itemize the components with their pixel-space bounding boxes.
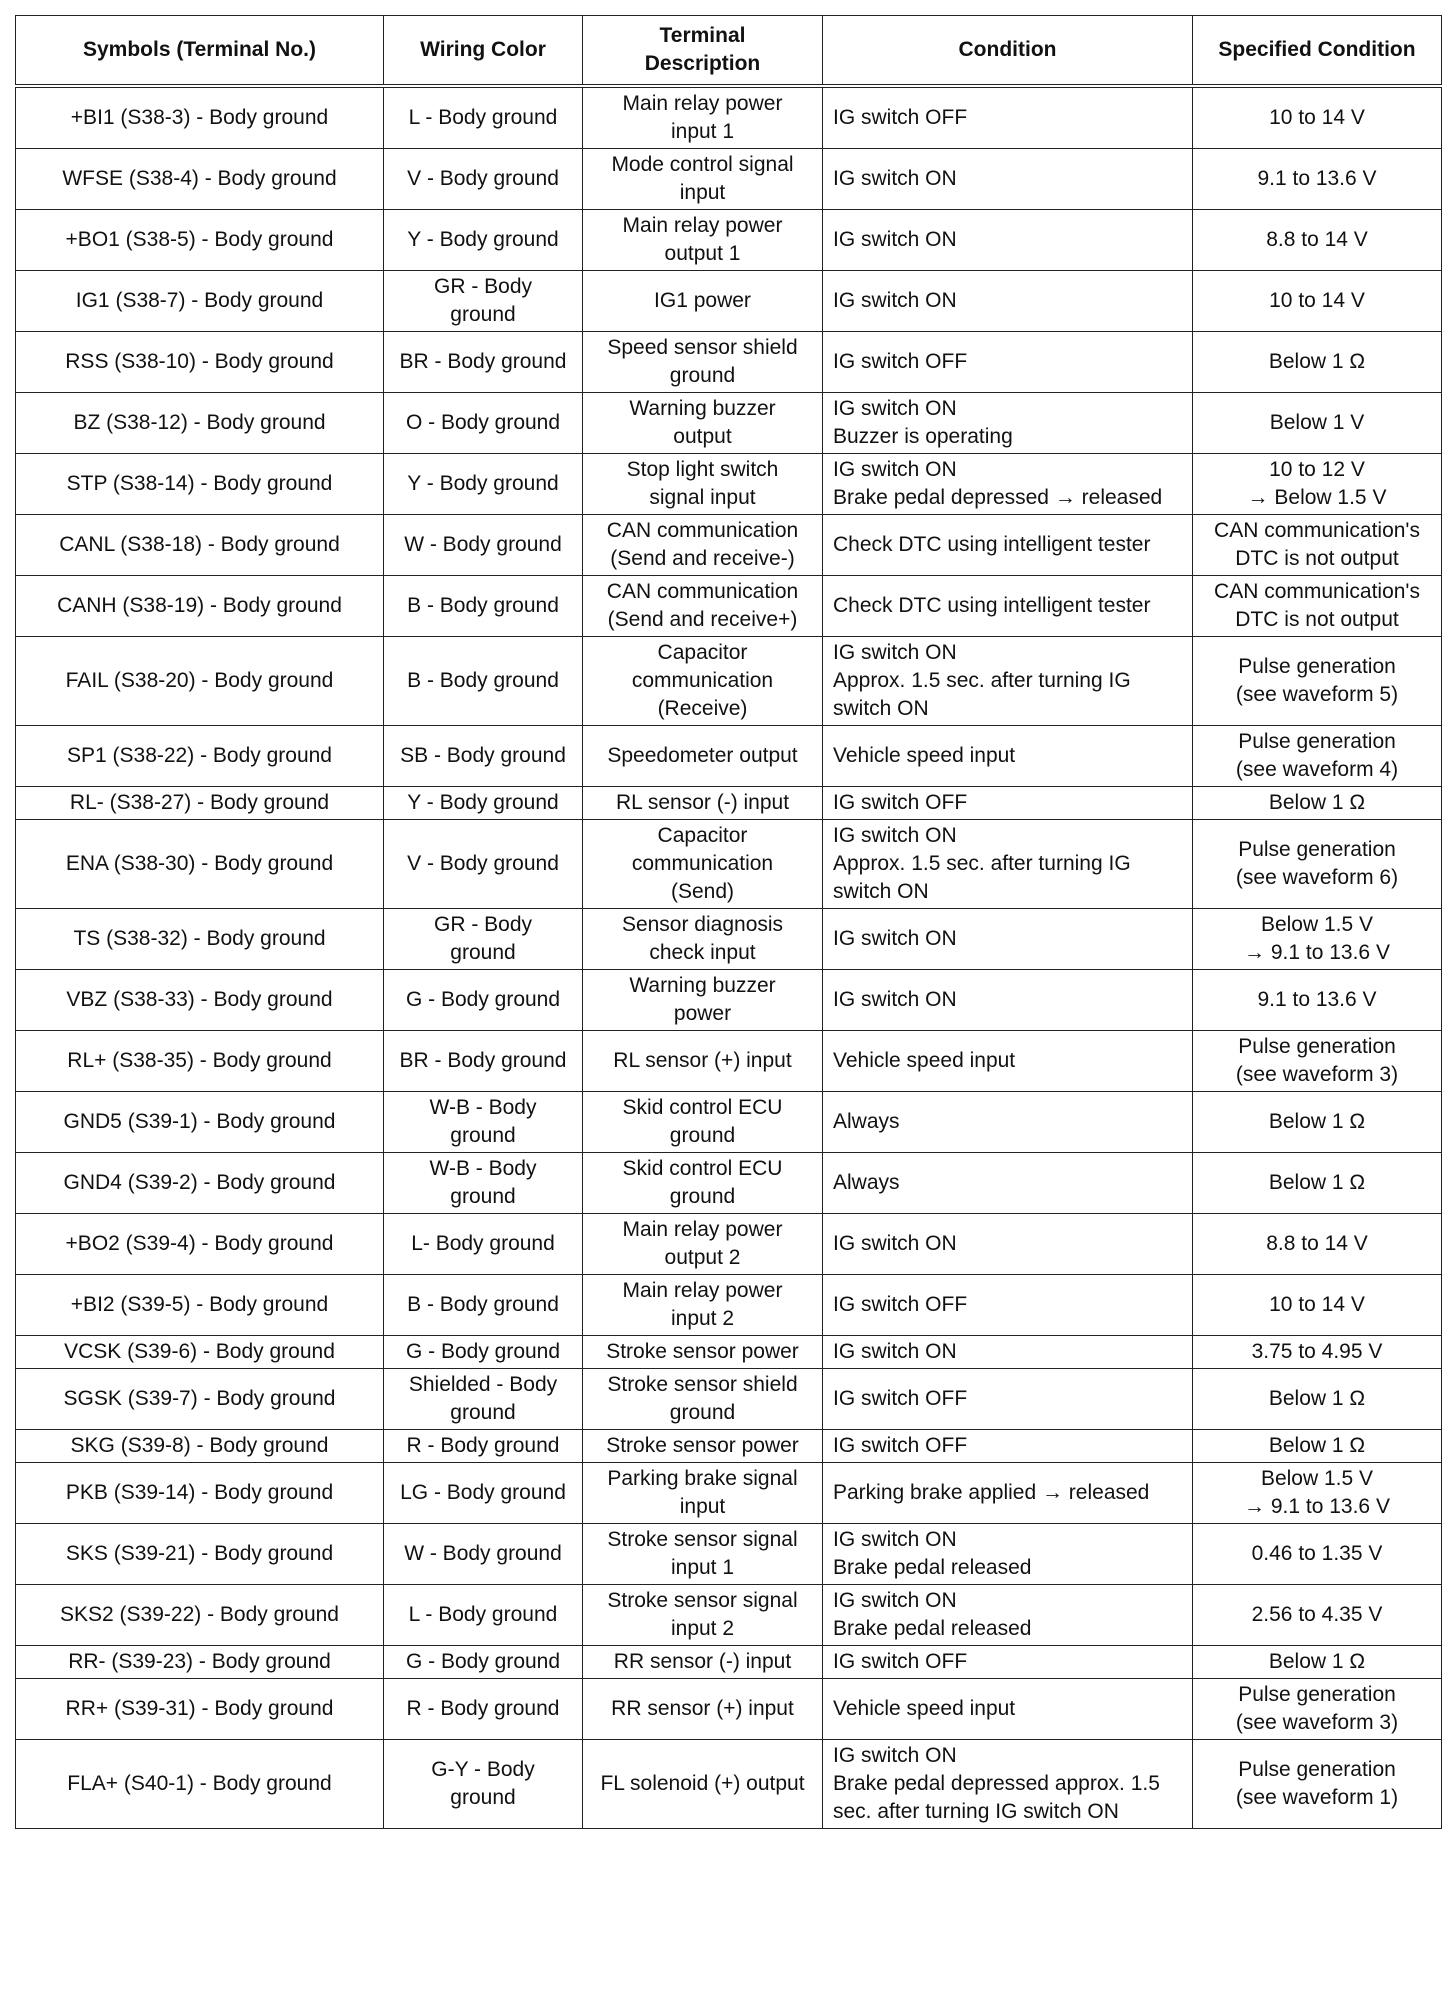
cell-symbol: STP (S38-14) - Body ground (16, 454, 384, 515)
cell-symbol: SKS (S39-21) - Body ground (16, 1524, 384, 1585)
cell-condition: Vehicle speed input (823, 726, 1193, 787)
cell-symbol: RR- (S39-23) - Body ground (16, 1646, 384, 1679)
table-body (16, 86, 1442, 1829)
cell-condition: IG switch ON (823, 1336, 1193, 1369)
table-row (16, 970, 1442, 1031)
terminal-spec-table (15, 15, 1442, 1829)
cell-terminal-description: Stroke sensor power (583, 1336, 823, 1369)
cell-specified-condition: CAN communication's DTC is not output (1193, 576, 1442, 637)
cell-condition: IG switch OFF (823, 86, 1193, 149)
cell-terminal-description: IG1 power (583, 271, 823, 332)
cell-symbol: IG1 (S38-7) - Body ground (16, 271, 384, 332)
cell-wiring-color: LG - Body ground (384, 1463, 583, 1524)
cell-symbol: RL- (S38-27) - Body ground (16, 787, 384, 820)
table-row (16, 454, 1442, 515)
table-row (16, 1585, 1442, 1646)
cell-wiring-color: Y - Body ground (384, 787, 583, 820)
cell-terminal-description: Capacitor communication (Receive) (583, 637, 823, 726)
cell-specified-condition: Below 1 Ω (1193, 1153, 1442, 1214)
table-row (16, 1740, 1442, 1829)
table-row (16, 332, 1442, 393)
table-row (16, 1031, 1442, 1092)
cell-wiring-color: R - Body ground (384, 1679, 583, 1740)
cell-terminal-description: Mode control signal input (583, 149, 823, 210)
table-row (16, 1679, 1442, 1740)
cell-condition: Vehicle speed input (823, 1031, 1193, 1092)
table-row (16, 1369, 1442, 1430)
cell-wiring-color: L - Body ground (384, 86, 583, 149)
cell-wiring-color: W-B - Body ground (384, 1092, 583, 1153)
cell-wiring-color: W - Body ground (384, 515, 583, 576)
cell-terminal-description: Speedometer output (583, 726, 823, 787)
cell-wiring-color: L - Body ground (384, 1585, 583, 1646)
table-row (16, 86, 1442, 149)
cell-condition: Check DTC using intelligent tester (823, 576, 1193, 637)
cell-symbol: +BO1 (S38-5) - Body ground (16, 210, 384, 271)
table-row (16, 1463, 1442, 1524)
table-row (16, 1275, 1442, 1336)
cell-symbol: BZ (S38-12) - Body ground (16, 393, 384, 454)
cell-wiring-color: V - Body ground (384, 149, 583, 210)
cell-wiring-color: B - Body ground (384, 637, 583, 726)
cell-terminal-description: Main relay power output 1 (583, 210, 823, 271)
cell-specified-condition: Pulse generation (see waveform 1) (1193, 1740, 1442, 1829)
table-row (16, 576, 1442, 637)
cell-condition: IG switch ON (823, 909, 1193, 970)
cell-condition: IG switch OFF (823, 1369, 1193, 1430)
cell-symbol: FAIL (S38-20) - Body ground (16, 637, 384, 726)
cell-condition: IG switch OFF (823, 1275, 1193, 1336)
cell-symbol: FLA+ (S40-1) - Body ground (16, 1740, 384, 1829)
cell-condition: Always (823, 1153, 1193, 1214)
cell-symbol: CANH (S38-19) - Body ground (16, 576, 384, 637)
cell-specified-condition: 8.8 to 14 V (1193, 210, 1442, 271)
cell-condition: IG switch ON (823, 271, 1193, 332)
cell-terminal-description: Stroke sensor signal input 1 (583, 1524, 823, 1585)
cell-specified-condition: Below 1 Ω (1193, 1646, 1442, 1679)
cell-specified-condition: 10 to 14 V (1193, 86, 1442, 149)
cell-condition: IG switch ON Approx. 1.5 sec. after turning IG switch ON (823, 820, 1193, 909)
cell-terminal-description: Main relay power input 1 (583, 86, 823, 149)
cell-condition: IG switch ON (823, 149, 1193, 210)
cell-terminal-description: FL solenoid (+) output (583, 1740, 823, 1829)
header-terminal-description: Terminal Description (583, 16, 823, 87)
cell-terminal-description: CAN communication (Send and receive-) (583, 515, 823, 576)
cell-symbol: ENA (S38-30) - Body ground (16, 820, 384, 909)
cell-terminal-description: RR sensor (+) input (583, 1679, 823, 1740)
cell-symbol: RR+ (S39-31) - Body ground (16, 1679, 384, 1740)
cell-terminal-description: Main relay power output 2 (583, 1214, 823, 1275)
cell-wiring-color: BR - Body ground (384, 332, 583, 393)
cell-wiring-color: SB - Body ground (384, 726, 583, 787)
cell-symbol: SP1 (S38-22) - Body ground (16, 726, 384, 787)
table-row (16, 787, 1442, 820)
cell-symbol: +BI1 (S38-3) - Body ground (16, 86, 384, 149)
cell-wiring-color: B - Body ground (384, 576, 583, 637)
cell-specified-condition: Pulse generation (see waveform 3) (1193, 1031, 1442, 1092)
cell-terminal-description: CAN communication (Send and receive+) (583, 576, 823, 637)
cell-specified-condition: 10 to 14 V (1193, 1275, 1442, 1336)
cell-terminal-description: RL sensor (-) input (583, 787, 823, 820)
table-row (16, 1336, 1442, 1369)
cell-specified-condition: Pulse generation (see waveform 5) (1193, 637, 1442, 726)
cell-wiring-color: GR - Body ground (384, 271, 583, 332)
cell-symbol: GND4 (S39-2) - Body ground (16, 1153, 384, 1214)
cell-terminal-description: Sensor diagnosis check input (583, 909, 823, 970)
cell-symbol: WFSE (S38-4) - Body ground (16, 149, 384, 210)
cell-condition: IG switch ON (823, 970, 1193, 1031)
cell-condition: IG switch OFF (823, 1646, 1193, 1679)
cell-wiring-color: L- Body ground (384, 1214, 583, 1275)
cell-specified-condition: Pulse generation (see waveform 6) (1193, 820, 1442, 909)
cell-wiring-color: O - Body ground (384, 393, 583, 454)
cell-terminal-description: Stroke sensor power (583, 1430, 823, 1463)
cell-terminal-description: RR sensor (-) input (583, 1646, 823, 1679)
table-row (16, 909, 1442, 970)
cell-specified-condition: Pulse generation (see waveform 4) (1193, 726, 1442, 787)
cell-terminal-description: Warning buzzer output (583, 393, 823, 454)
cell-specified-condition: 10 to 14 V (1193, 271, 1442, 332)
cell-wiring-color: V - Body ground (384, 820, 583, 909)
cell-terminal-description: Stop light switch signal input (583, 454, 823, 515)
cell-wiring-color: G - Body ground (384, 1336, 583, 1369)
table-row (16, 515, 1442, 576)
cell-wiring-color: GR - Body ground (384, 909, 583, 970)
cell-condition: IG switch ON Buzzer is operating (823, 393, 1193, 454)
cell-symbol: CANL (S38-18) - Body ground (16, 515, 384, 576)
table-row (16, 393, 1442, 454)
cell-specified-condition: Below 1 V (1193, 393, 1442, 454)
cell-terminal-description: Skid control ECU ground (583, 1092, 823, 1153)
cell-terminal-description: Capacitor communication (Send) (583, 820, 823, 909)
cell-condition: IG switch ON Brake pedal released (823, 1585, 1193, 1646)
cell-specified-condition: 9.1 to 13.6 V (1193, 970, 1442, 1031)
cell-terminal-description: Stroke sensor shield ground (583, 1369, 823, 1430)
cell-symbol: TS (S38-32) - Body ground (16, 909, 384, 970)
cell-condition: IG switch ON (823, 1214, 1193, 1275)
cell-symbol: VCSK (S39-6) - Body ground (16, 1336, 384, 1369)
cell-symbol: PKB (S39-14) - Body ground (16, 1463, 384, 1524)
cell-symbol: GND5 (S39-1) - Body ground (16, 1092, 384, 1153)
table-row (16, 1214, 1442, 1275)
table-row (16, 1524, 1442, 1585)
cell-wiring-color: BR - Body ground (384, 1031, 583, 1092)
cell-terminal-description: Speed sensor shield ground (583, 332, 823, 393)
cell-condition: Check DTC using intelligent tester (823, 515, 1193, 576)
cell-condition: IG switch OFF (823, 1430, 1193, 1463)
cell-wiring-color: Shielded - Body ground (384, 1369, 583, 1430)
cell-symbol: RL+ (S38-35) - Body ground (16, 1031, 384, 1092)
table-row (16, 1646, 1442, 1679)
cell-specified-condition: 10 to 12 V → Below 1.5 V (1193, 454, 1442, 515)
cell-terminal-description: Stroke sensor signal input 2 (583, 1585, 823, 1646)
cell-wiring-color: G - Body ground (384, 970, 583, 1031)
cell-condition: IG switch ON Brake pedal released (823, 1524, 1193, 1585)
table-row (16, 1153, 1442, 1214)
cell-wiring-color: R - Body ground (384, 1430, 583, 1463)
table-row (16, 726, 1442, 787)
cell-terminal-description: Skid control ECU ground (583, 1153, 823, 1214)
cell-wiring-color: G - Body ground (384, 1646, 583, 1679)
cell-specified-condition: Below 1 Ω (1193, 1092, 1442, 1153)
cell-specified-condition: 8.8 to 14 V (1193, 1214, 1442, 1275)
cell-symbol: +BO2 (S39-4) - Body ground (16, 1214, 384, 1275)
cell-wiring-color: B - Body ground (384, 1275, 583, 1336)
cell-specified-condition: Below 1 Ω (1193, 1430, 1442, 1463)
cell-symbol: SKG (S39-8) - Body ground (16, 1430, 384, 1463)
cell-condition: Vehicle speed input (823, 1679, 1193, 1740)
table-header-row (16, 16, 1442, 87)
table-row (16, 820, 1442, 909)
cell-condition: IG switch ON Approx. 1.5 sec. after turning IG switch ON (823, 637, 1193, 726)
cell-specified-condition: Below 1 Ω (1193, 1369, 1442, 1430)
cell-specified-condition: 3.75 to 4.95 V (1193, 1336, 1442, 1369)
cell-symbol: RSS (S38-10) - Body ground (16, 332, 384, 393)
table-row (16, 1430, 1442, 1463)
header-symbols: Symbols (Terminal No.) (16, 16, 384, 87)
cell-wiring-color: G-Y - Body ground (384, 1740, 583, 1829)
cell-specified-condition: Below 1 Ω (1193, 332, 1442, 393)
header-specified-condition: Specified Condition (1193, 16, 1442, 87)
cell-wiring-color: W-B - Body ground (384, 1153, 583, 1214)
cell-terminal-description: Warning buzzer power (583, 970, 823, 1031)
cell-condition: IG switch OFF (823, 787, 1193, 820)
cell-terminal-description: RL sensor (+) input (583, 1031, 823, 1092)
cell-specified-condition: Pulse generation (see waveform 3) (1193, 1679, 1442, 1740)
cell-symbol: SKS2 (S39-22) - Body ground (16, 1585, 384, 1646)
header-wiring-color: Wiring Color (384, 16, 583, 87)
cell-specified-condition: Below 1.5 V → 9.1 to 13.6 V (1193, 909, 1442, 970)
cell-specified-condition: Below 1 Ω (1193, 787, 1442, 820)
cell-specified-condition: 9.1 to 13.6 V (1193, 149, 1442, 210)
table-row (16, 1092, 1442, 1153)
cell-wiring-color: Y - Body ground (384, 210, 583, 271)
cell-symbol: SGSK (S39-7) - Body ground (16, 1369, 384, 1430)
cell-symbol: VBZ (S38-33) - Body ground (16, 970, 384, 1031)
cell-condition: IG switch ON Brake pedal depressed approx. 1.5 sec. after turning IG switch ON (823, 1740, 1193, 1829)
table-row (16, 271, 1442, 332)
table-row (16, 210, 1442, 271)
table-row (16, 637, 1442, 726)
cell-terminal-description: Main relay power input 2 (583, 1275, 823, 1336)
cell-condition: IG switch ON (823, 210, 1193, 271)
cell-symbol: +BI2 (S39-5) - Body ground (16, 1275, 384, 1336)
cell-specified-condition: 0.46 to 1.35 V (1193, 1524, 1442, 1585)
cell-specified-condition: 2.56 to 4.35 V (1193, 1585, 1442, 1646)
cell-condition: IG switch ON Brake pedal depressed → released (823, 454, 1193, 515)
cell-specified-condition: Below 1.5 V → 9.1 to 13.6 V (1193, 1463, 1442, 1524)
cell-wiring-color: W - Body ground (384, 1524, 583, 1585)
cell-condition: Parking brake applied → released (823, 1463, 1193, 1524)
cell-condition: Always (823, 1092, 1193, 1153)
cell-wiring-color: Y - Body ground (384, 454, 583, 515)
cell-condition: IG switch OFF (823, 332, 1193, 393)
header-condition: Condition (823, 16, 1193, 87)
table-row (16, 149, 1442, 210)
cell-terminal-description: Parking brake signal input (583, 1463, 823, 1524)
cell-specified-condition: CAN communication's DTC is not output (1193, 515, 1442, 576)
